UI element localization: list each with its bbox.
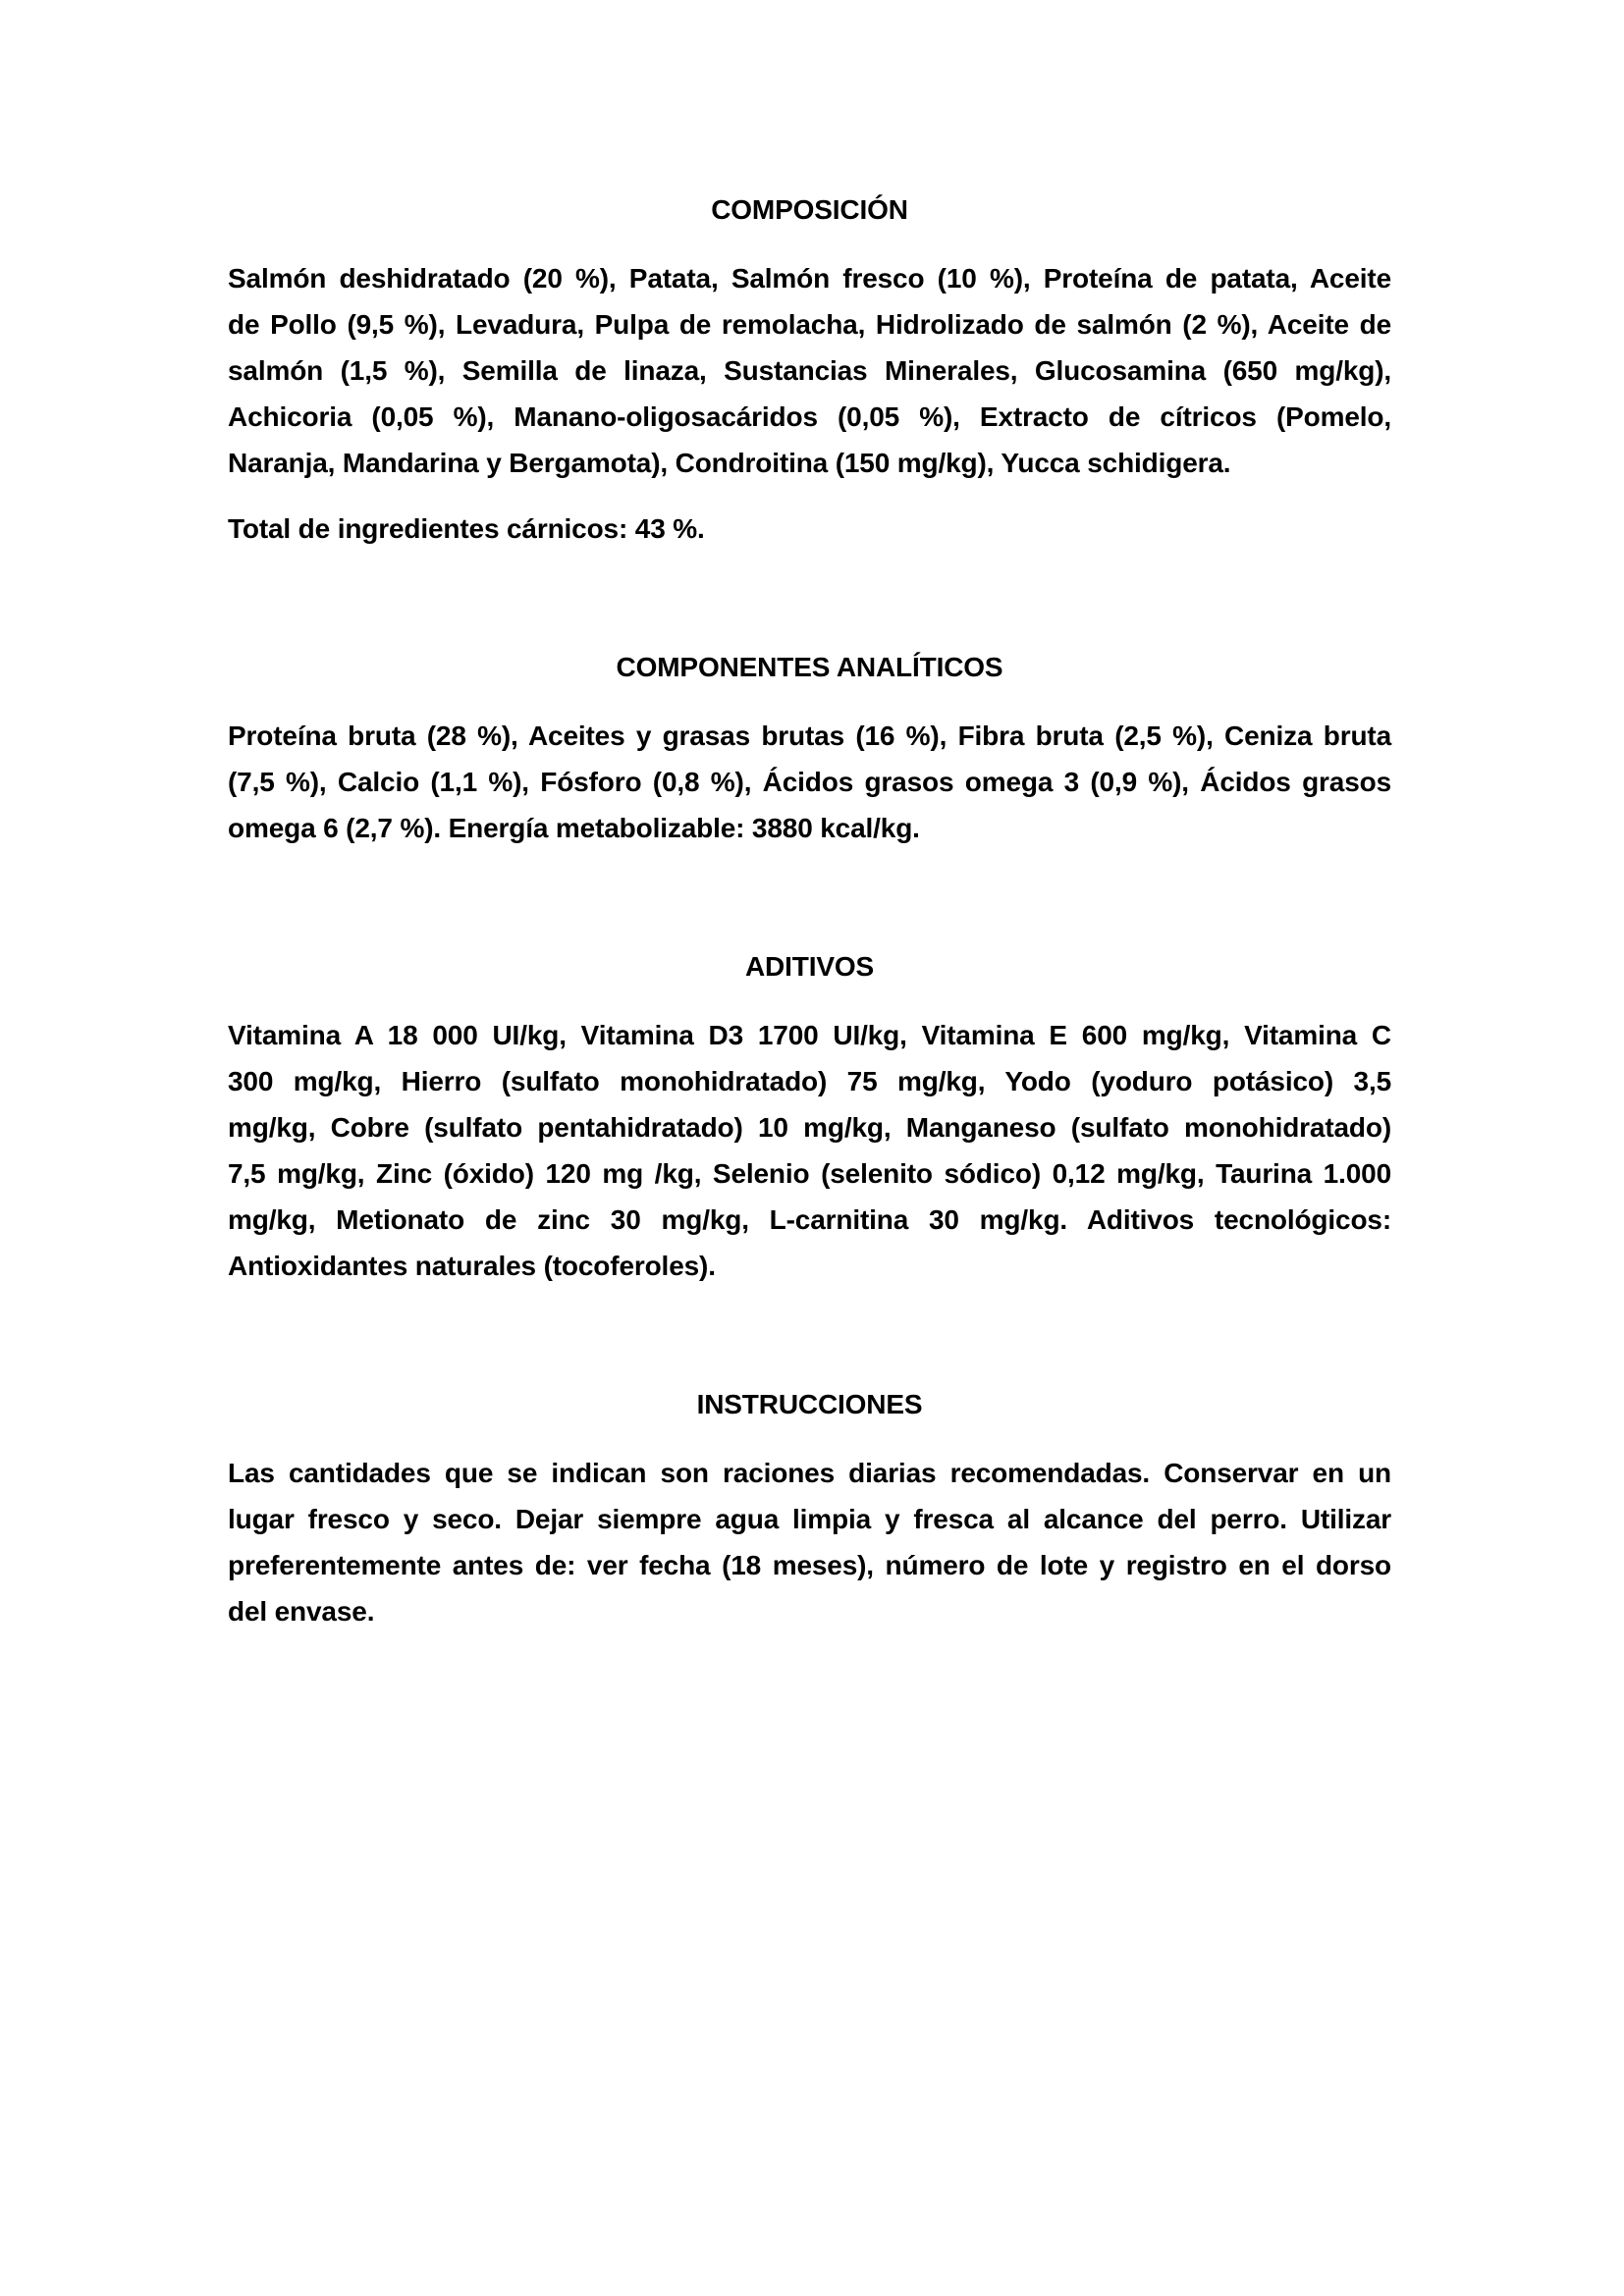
section-heading-aditivos: ADITIVOS [744, 951, 875, 982]
section-heading-instrucciones: INSTRUCCIONES [696, 1389, 923, 1419]
text-line: Total de ingredientes cárnicos: 43 %. [228, 513, 705, 544]
text-line: 7,5 mg/kg, Zinc (óxido) 120 mg /kg, Selenio (selenito sódico) 0,12 mg/kg, Taurina 1.000 [228, 1158, 1391, 1189]
text-line: lugar fresco y seco. Dejar siempre agua limpia y fresca al alcance del perro. Utilizar [228, 1504, 1391, 1534]
text-line: Salmón deshidratado (20 %), Patata, Salmón fresco (10 %), Proteína de patata, Aceite [228, 263, 1391, 294]
text-line: salmón (1,5 %), Semilla de linaza, Sustancias Minerales, Glucosamina (650 mg/kg), [228, 355, 1391, 386]
section-heading-componentes-analiticos: COMPONENTES ANALÍTICOS [616, 652, 1003, 682]
text-line: Proteína bruta (28 %), Aceites y grasas brutas (16 %), Fibra bruta (2,5 %), Ceniza bruta [228, 721, 1391, 751]
text-line: preferentemente antes de: ver fecha (18 meses), número de lote y registro en el dorso [228, 1550, 1391, 1580]
text-line: mg/kg, Cobre (sulfato pentahidratado) 10 mg/kg, Manganeso (sulfato monohidratado) [228, 1112, 1391, 1143]
text-line: (7,5 %), Calcio (1,1 %), Fósforo (0,8 %), Ácidos grasos omega 3 (0,9 %), Ácidos grasos [228, 767, 1391, 797]
text-line: omega 6 (2,7 %). Energía metabolizable: 3880 kcal/kg. [228, 813, 920, 843]
section-heading-composicion: COMPOSICIÓN [711, 194, 908, 225]
paragraph-instructions [228, 1450, 1391, 1634]
text-line: Las cantidades que se indican son raciones diarias recomendadas. Conservar en un [228, 1458, 1391, 1488]
section-aditivos [228, 943, 1391, 1289]
section-componentes-analiticos [228, 644, 1391, 851]
section-instrucciones [228, 1381, 1391, 1634]
text-line: Achicoria (0,05 %), Manano-oligosacáridos (0,05 %), Extracto de cítricos (Pomelo, [228, 401, 1391, 432]
paragraph-total-carnicos [228, 506, 1391, 552]
text-line: mg/kg, Metionato de zinc 30 mg/kg, L-carnitina 30 mg/kg. Aditivos tecnológicos: [228, 1204, 1391, 1235]
paragraph-additives [228, 1012, 1391, 1289]
paragraph-ingredients [228, 255, 1391, 486]
text-line: 300 mg/kg, Hierro (sulfato monohidratado) 75 mg/kg, Yodo (yoduro potásico) 3,5 [228, 1066, 1391, 1096]
paragraph-analytical-components [228, 713, 1391, 851]
text-line: del envase. [228, 1596, 375, 1627]
text-line: Vitamina A 18 000 UI/kg, Vitamina D3 1700 UI/kg, Vitamina E 600 mg/kg, Vitamina C [228, 1020, 1391, 1050]
text-line: de Pollo (9,5 %), Levadura, Pulpa de remolacha, Hidrolizado de salmón (2 %), Aceite de [228, 309, 1391, 340]
text-line: Naranja, Mandarina y Bergamota), Condroitina (150 mg/kg), Yucca schidigera. [228, 448, 1231, 478]
text-line: Antioxidantes naturales (tocoferoles). [228, 1251, 716, 1281]
section-composicion [228, 187, 1391, 552]
